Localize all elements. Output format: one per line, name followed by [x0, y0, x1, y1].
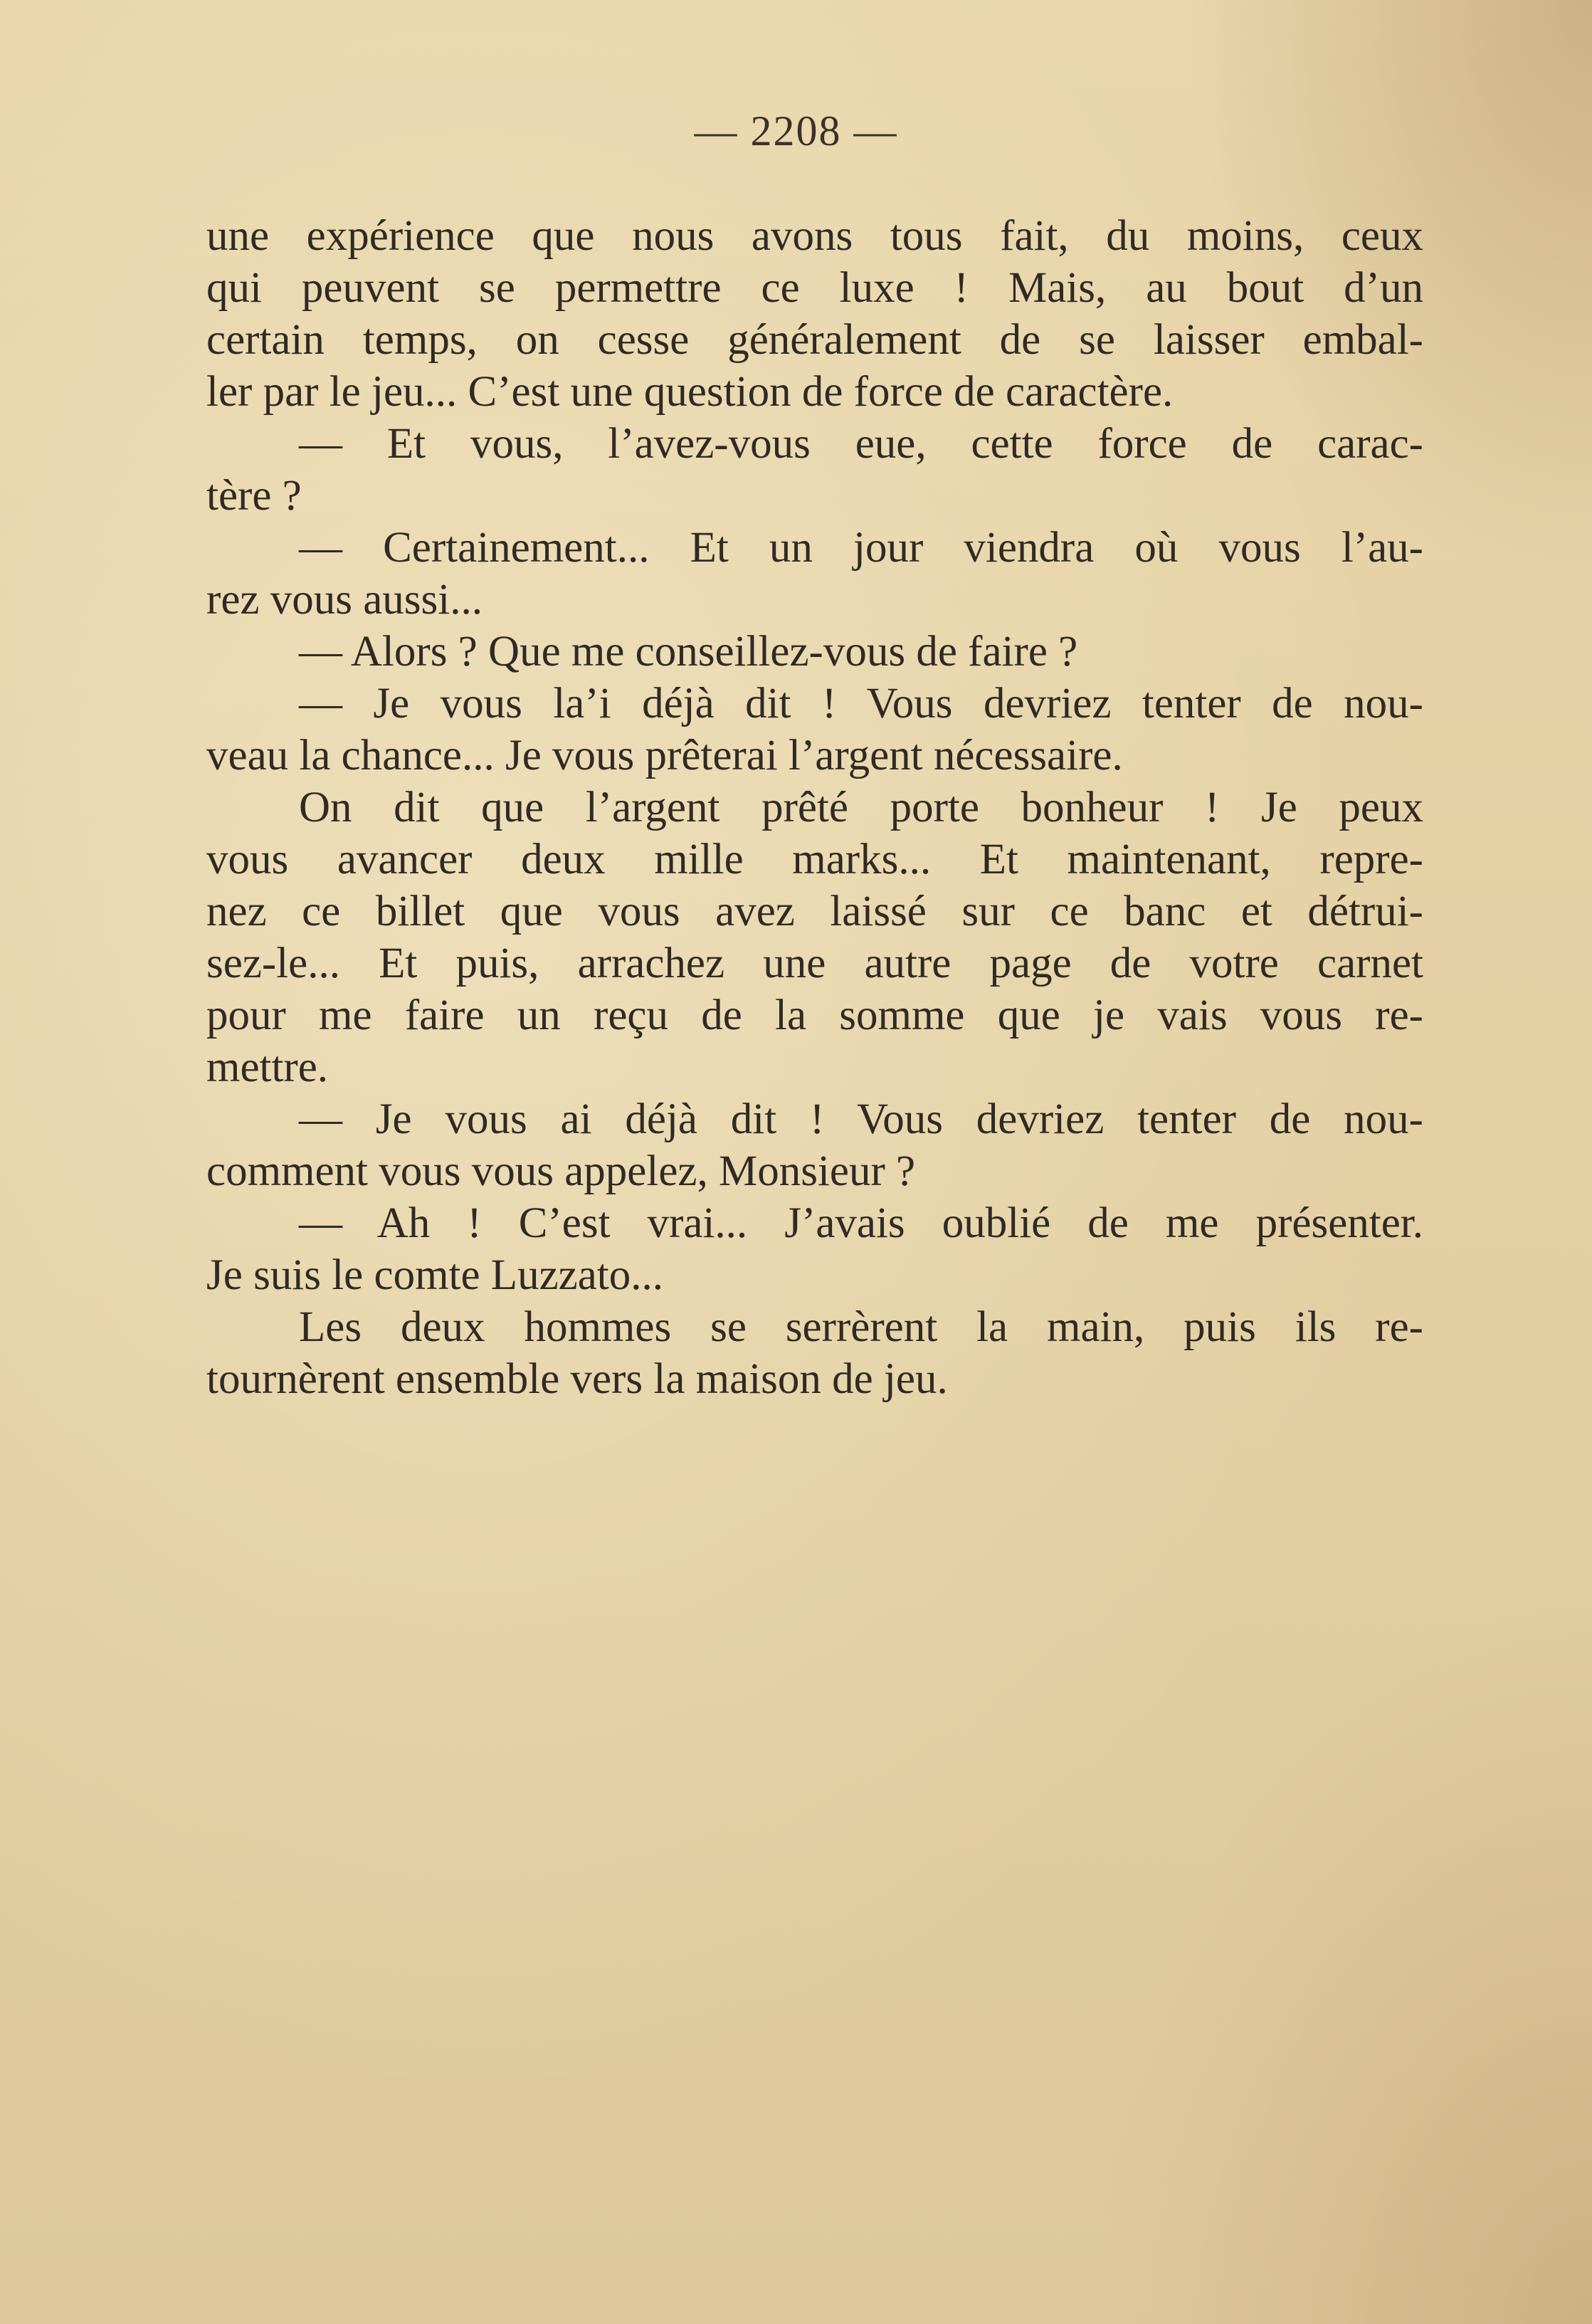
text-line: — Ah ! C’est vrai... J’avais oublié de me présenter.: [299, 1199, 1423, 1247]
text-line: tère ?: [206, 472, 302, 520]
text-line: — Et vous, l’avez-vous eue, cette force de carac-: [299, 420, 1423, 468]
text-line: qui peuvent se permettre ce luxe ! Mais, au bout d’un: [206, 264, 1423, 312]
text-line: une expérience que nous avons tous fait, du moins, ceux: [206, 212, 1423, 260]
text-line: mettre.: [206, 1043, 329, 1091]
text-line: sez-le... Et puis, arrachez une autre page de votre carnet: [206, 940, 1423, 987]
text-line: pour me faire un reçu de la somme que je vais vous re-: [206, 992, 1423, 1039]
text-line: nez ce billet que vous avez laissé sur ce banc et détrui-: [206, 888, 1423, 935]
text-line: vous avancer deux mille marks... Et maintenant, repre-: [206, 836, 1423, 883]
text-line: — Je vous la’i déjà dit ! Vous devriez tenter de nou-: [299, 680, 1423, 727]
text-line: Je suis le comte Luzzato...: [206, 1251, 663, 1299]
text-line: On dit que l’argent prêté porte bonheur ! Je peux: [299, 784, 1423, 831]
text-line: — Je vous ai déjà dit ! Vous devriez tenter de nou-: [299, 1095, 1423, 1143]
text-line: — Certainement... Et un jour viendra où vous l’au-: [299, 524, 1423, 572]
page-number: — 2208 —: [694, 107, 898, 154]
text-line: tournèrent ensemble vers la maison de jeu.: [206, 1355, 948, 1403]
text-line: certain temps, on cesse généralement de se laisser embal-: [206, 316, 1423, 364]
text-line: rez vous aussi...: [206, 576, 483, 624]
text-line: — Alors ? Que me conseillez-vous de faire ?: [299, 628, 1078, 675]
text-line: comment vous vous appelez, Monsieur ?: [206, 1147, 916, 1195]
text-line: ler par le jeu... C’est une question de force de caractère.: [206, 368, 1174, 416]
text-line: veau la chance... Je vous prêterai l’argent nécessaire.: [206, 732, 1123, 779]
body-text: [206, 210, 1423, 1405]
text-line: Les deux hommes se serrèrent la main, puis ils re-: [299, 1303, 1423, 1351]
